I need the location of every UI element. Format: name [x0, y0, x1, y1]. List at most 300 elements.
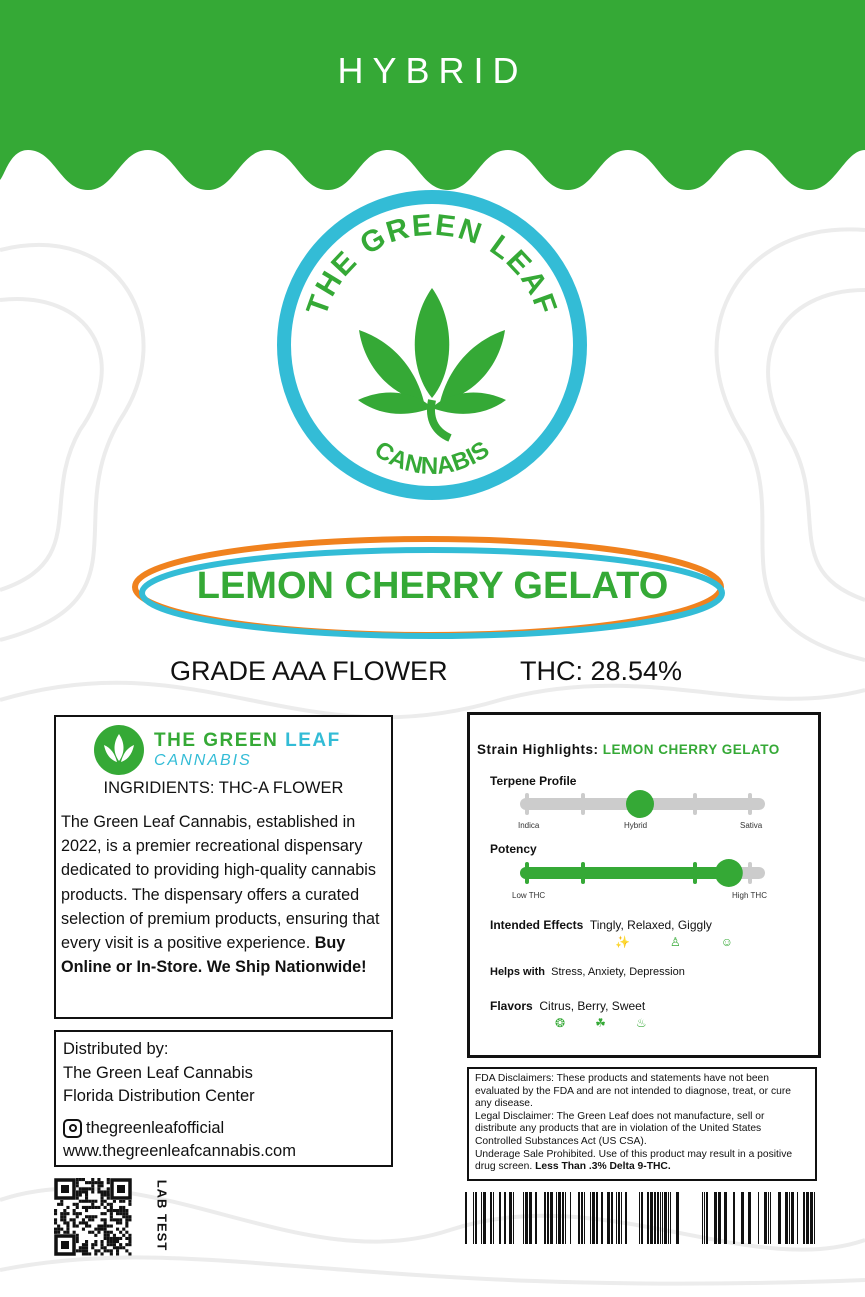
- qr-module: [82, 1228, 85, 1231]
- qr-module: [101, 1197, 104, 1200]
- qr-module: [94, 1243, 97, 1246]
- barcode-bar: [523, 1192, 524, 1244]
- qr-module: [94, 1181, 97, 1184]
- qr-module: [94, 1200, 97, 1203]
- barcode-bar: [544, 1192, 546, 1244]
- mini-logo: THE GREEN LEAF CANNABIS: [94, 725, 391, 775]
- barcode-bar: [764, 1192, 767, 1244]
- qr-module: [125, 1249, 128, 1252]
- qr-module: [101, 1200, 104, 1203]
- qr-module: [73, 1221, 76, 1224]
- barcode: [465, 1192, 818, 1244]
- qr-module: [101, 1203, 104, 1206]
- qr-module: [85, 1197, 88, 1200]
- barcode-bar: [797, 1192, 798, 1244]
- qr-module: [110, 1212, 113, 1215]
- qr-module: [97, 1231, 100, 1234]
- qr-module: [76, 1184, 79, 1187]
- barcode-bar: [647, 1192, 649, 1244]
- qr-module: [101, 1228, 104, 1231]
- qr-module: [122, 1206, 125, 1209]
- qr-module: [54, 1212, 57, 1215]
- qr-module: [88, 1200, 91, 1203]
- potency-slider: [515, 858, 770, 888]
- barcode-bar: [483, 1192, 486, 1244]
- qr-module: [97, 1181, 100, 1184]
- qr-module: [116, 1246, 119, 1249]
- qr-module: [101, 1184, 104, 1187]
- qr-module: [128, 1234, 131, 1237]
- barcode-bar: [702, 1192, 703, 1244]
- qr-module: [88, 1225, 91, 1228]
- qr-module: [101, 1181, 104, 1184]
- qr-module: [63, 1218, 66, 1221]
- effects-label: Intended Effects: [490, 918, 584, 932]
- highlights-strain: LEMON CHERRY GELATO: [602, 742, 780, 757]
- qr-module: [76, 1234, 79, 1237]
- qr-module: [82, 1178, 85, 1181]
- qr-module: [91, 1181, 94, 1184]
- qr-module: [116, 1221, 119, 1224]
- potency-high: High THC: [732, 891, 767, 900]
- qr-module: [91, 1206, 94, 1209]
- barcode-bar: [657, 1192, 659, 1244]
- qr-module: [113, 1218, 116, 1221]
- distribution-center: Florida Distribution Center: [63, 1087, 255, 1105]
- qr-module: [76, 1212, 79, 1215]
- barcode-bar: [475, 1192, 477, 1244]
- qr-module: [122, 1209, 125, 1212]
- barcode-bar: [565, 1192, 566, 1244]
- qr-module: [110, 1218, 113, 1221]
- qr-module: [76, 1203, 79, 1206]
- qr-module: [82, 1252, 85, 1255]
- qr-module: [73, 1203, 76, 1206]
- qr-module: [60, 1228, 63, 1231]
- qr-module: [60, 1218, 63, 1221]
- qr-module: [79, 1190, 82, 1193]
- barcode-bar: [607, 1192, 610, 1244]
- barcode-bar: [596, 1192, 598, 1244]
- qr-module: [66, 1206, 69, 1209]
- barcode-bar: [513, 1192, 514, 1244]
- qr-module: [85, 1187, 88, 1190]
- cupcake-icon: ♨: [635, 1016, 647, 1030]
- qr-module: [113, 1209, 116, 1212]
- qr-module: [116, 1212, 119, 1215]
- barcode-bar: [499, 1192, 501, 1244]
- qr-module: [60, 1203, 63, 1206]
- qr-module: [119, 1231, 122, 1234]
- qr-module: [107, 1190, 110, 1193]
- qr-module: [110, 1203, 113, 1206]
- barcode-bar: [650, 1192, 653, 1244]
- qr-module: [79, 1249, 82, 1252]
- flavors-label: Flavors: [490, 999, 533, 1013]
- qr-module: [97, 1187, 100, 1190]
- barcode-bar: [592, 1192, 595, 1244]
- qr-finder-center: [61, 1241, 69, 1249]
- barcode-bar: [570, 1192, 571, 1244]
- qr-module: [101, 1246, 104, 1249]
- qr-module: [94, 1252, 97, 1255]
- qr-module: [57, 1225, 60, 1228]
- flavors-value: Citrus, Berry, Sweet: [539, 999, 646, 1013]
- qr-module: [128, 1237, 131, 1240]
- qr-module: [73, 1225, 76, 1228]
- qr-module: [57, 1203, 60, 1206]
- qr-module: [119, 1237, 122, 1240]
- qr-module: [54, 1218, 57, 1221]
- barcode-bar: [814, 1192, 815, 1244]
- barcode-bar: [509, 1192, 512, 1244]
- barcode-bar: [558, 1192, 561, 1244]
- citrus-icon: ❂: [555, 1016, 566, 1030]
- slider-tick: [525, 862, 529, 884]
- qr-module: [97, 1184, 100, 1187]
- barcode-bar: [616, 1192, 617, 1244]
- qr-module: [79, 1194, 82, 1197]
- svg-text:CANNABIS: CANNABIS: [369, 436, 495, 480]
- qr-module: [63, 1221, 66, 1224]
- qr-module: [97, 1190, 100, 1193]
- sparkles-icon: ✨: [615, 935, 630, 949]
- qr-module: [73, 1209, 76, 1212]
- barcode-bar: [778, 1192, 781, 1244]
- thc-label: THC: 28.54%: [520, 656, 683, 686]
- slider-knob: [626, 790, 654, 818]
- qr-module: [88, 1206, 91, 1209]
- qr-module: [104, 1200, 107, 1203]
- qr-module: [76, 1197, 79, 1200]
- slider-tick: [525, 793, 529, 815]
- slider-knob: [715, 859, 743, 887]
- qr-module: [107, 1225, 110, 1228]
- strain-highlights-panel: [467, 712, 821, 1058]
- qr-module: [101, 1240, 104, 1243]
- barcode-bar: [581, 1192, 583, 1244]
- qr-module: [107, 1234, 110, 1237]
- barcode-bar: [493, 1192, 494, 1244]
- qr-module: [107, 1249, 110, 1252]
- qr-module: [76, 1206, 79, 1209]
- qr-module: [91, 1215, 94, 1218]
- info-panel: [54, 715, 393, 1019]
- terpene-hybrid: Hybrid: [624, 821, 648, 830]
- qr-module: [91, 1190, 94, 1193]
- barcode-bar: [718, 1192, 721, 1244]
- qr-module: [94, 1215, 97, 1218]
- svg-text:THE GREEN LEAF: THE GREEN LEAF: [300, 208, 564, 320]
- leaf-logo-icon: [94, 725, 144, 775]
- barcode-bar: [791, 1192, 794, 1244]
- qr-module: [76, 1240, 79, 1243]
- qr-module: [122, 1215, 125, 1218]
- barcode-bar: [664, 1192, 667, 1244]
- ingredients: INGRIDIENTS: THC-A FLOWER: [103, 779, 344, 797]
- slider-tick: [581, 793, 585, 815]
- qr-module: [107, 1178, 110, 1181]
- qr-module: [79, 1178, 82, 1181]
- qr-module: [128, 1215, 131, 1218]
- barcode-bar: [562, 1192, 564, 1244]
- qr-module: [116, 1252, 119, 1255]
- slider-tick: [748, 862, 752, 884]
- qr-module: [122, 1200, 125, 1203]
- barcode-bar: [504, 1192, 506, 1244]
- qr-module: [57, 1231, 60, 1234]
- barcode-bar: [733, 1192, 735, 1244]
- qr-module: [107, 1197, 110, 1200]
- barcode-bar: [618, 1192, 620, 1244]
- qr-module: [116, 1228, 119, 1231]
- qr-module: [63, 1215, 66, 1218]
- grade-label: GRADE AAA FLOWER: [170, 656, 448, 686]
- qr-module: [82, 1206, 85, 1209]
- barcode-bar: [550, 1192, 553, 1244]
- qr-module: [104, 1237, 107, 1240]
- qr-module: [110, 1215, 113, 1218]
- instagram-handle[interactable]: thegreenleafofficial: [63, 1117, 384, 1141]
- barcode-bar: [714, 1192, 717, 1244]
- barcode-bar: [529, 1192, 532, 1244]
- qr-module: [79, 1200, 82, 1203]
- qr-module: [94, 1228, 97, 1231]
- barcode-bar: [741, 1192, 744, 1244]
- qr-module: [73, 1218, 76, 1221]
- qr-module: [107, 1243, 110, 1246]
- qr-module: [63, 1209, 66, 1212]
- qr-module: [104, 1234, 107, 1237]
- helps-value: Stress, Anxiety, Depression: [551, 966, 685, 978]
- qr-module: [85, 1225, 88, 1228]
- qr-module: [91, 1231, 94, 1234]
- qr-module: [85, 1252, 88, 1255]
- barcode-bar: [706, 1192, 708, 1244]
- barcode-bar: [473, 1192, 474, 1244]
- qr-module: [97, 1178, 100, 1181]
- qr-module: [54, 1221, 57, 1224]
- underage-disclaimer: Underage Sale Prohibited. Use of this product may result in a positive drug screen. Less Than .3% Delta 9-THC.: [475, 1148, 793, 1173]
- barcode-bar: [611, 1192, 613, 1244]
- qr-module: [101, 1243, 104, 1246]
- terpene-indica: Indica: [518, 821, 540, 830]
- qr-module: [110, 1243, 113, 1246]
- qr-module: [91, 1243, 94, 1246]
- qr-module: [57, 1228, 60, 1231]
- disclaimer-panel: [467, 1067, 817, 1181]
- qr-module: [125, 1237, 128, 1240]
- qr-module: [76, 1215, 79, 1218]
- lab-test-qr-code[interactable]: [54, 1178, 132, 1256]
- barcode-bar: [670, 1192, 671, 1244]
- instagram-icon: [63, 1119, 82, 1138]
- slider-fill: [520, 867, 734, 879]
- barcode-bar: [535, 1192, 537, 1244]
- barcode-bar: [547, 1192, 549, 1244]
- qr-module: [60, 1215, 63, 1218]
- legal-disclaimer: Legal Disclaimer: The Green Leaf does not manufacture, sell or distribute any products that are in violation of the United States Controlled Substances Act (US CSA).: [475, 1110, 765, 1147]
- barcode-bar: [668, 1192, 669, 1244]
- qr-finder-center: [61, 1185, 69, 1193]
- qr-module: [110, 1225, 113, 1228]
- qr-module: [94, 1249, 97, 1252]
- qr-module: [107, 1209, 110, 1212]
- qr-module: [119, 1206, 122, 1209]
- qr-module: [107, 1194, 110, 1197]
- qr-module: [85, 1221, 88, 1224]
- qr-module: [82, 1221, 85, 1224]
- qr-module: [128, 1240, 131, 1243]
- qr-module: [91, 1200, 94, 1203]
- qr-module: [73, 1212, 76, 1215]
- qr-module: [85, 1209, 88, 1212]
- qr-module: [119, 1221, 122, 1224]
- qr-module: [125, 1215, 128, 1218]
- qr-module: [116, 1209, 119, 1212]
- qr-module: [60, 1212, 63, 1215]
- qr-module: [113, 1246, 116, 1249]
- barcode-bar: [806, 1192, 809, 1244]
- terpene-slider: [515, 789, 770, 819]
- highlights-title: Strain Highlights:: [477, 742, 599, 757]
- qr-module: [125, 1231, 128, 1234]
- qr-module: [88, 1181, 91, 1184]
- barcode-bar: [662, 1192, 663, 1244]
- qr-module: [122, 1246, 125, 1249]
- barcode-bar: [748, 1192, 751, 1244]
- qr-module: [113, 1234, 116, 1237]
- qr-module: [125, 1212, 128, 1215]
- qr-module: [113, 1200, 116, 1203]
- barcode-bar: [584, 1192, 585, 1244]
- qr-module: [101, 1212, 104, 1215]
- qr-module: [66, 1225, 69, 1228]
- terpene-sativa: Sativa: [740, 821, 763, 830]
- qr-module: [63, 1231, 66, 1234]
- barcode-bar: [676, 1192, 679, 1244]
- berry-icon: ☘: [595, 1016, 606, 1030]
- qr-module: [91, 1187, 94, 1190]
- qr-module: [110, 1209, 113, 1212]
- qr-module: [88, 1218, 91, 1221]
- qr-module: [122, 1234, 125, 1237]
- qr-module: [107, 1237, 110, 1240]
- barcode-bar: [770, 1192, 771, 1244]
- qr-module: [82, 1243, 85, 1246]
- qr-module: [70, 1218, 73, 1221]
- qr-module: [101, 1225, 104, 1228]
- qr-module: [63, 1212, 66, 1215]
- fda-disclaimer: FDA Disclaimers: These products and statements have not been evaluated by the FDA and are not intended to diagnose, treat, or cure any disease.: [475, 1073, 791, 1110]
- description: The Green Leaf Cannabis, established in 2022, is a premier recreational dispensary dedicated to providing high-quality cannabis products. The dispensary offers a curated selection of premium products, ensuring that every visit is a positive experience. Buy Online or In-Store. We Ship Nationwide!: [61, 813, 380, 977]
- qr-module: [107, 1181, 110, 1184]
- qr-module: [110, 1206, 113, 1209]
- slider-tick: [581, 862, 585, 884]
- qr-module: [107, 1203, 110, 1206]
- qr-module: [66, 1212, 69, 1215]
- qr-module: [119, 1200, 122, 1203]
- helps-label: Helps with: [490, 966, 546, 978]
- qr-module: [85, 1206, 88, 1209]
- qr-module: [54, 1228, 57, 1231]
- website-link[interactable]: www.thegreenleafcannabis.com: [63, 1142, 296, 1160]
- barcode-bar: [654, 1192, 656, 1244]
- qr-module: [107, 1231, 110, 1234]
- qr-module: [107, 1240, 110, 1243]
- qr-module: [88, 1252, 91, 1255]
- barcode-bar: [660, 1192, 661, 1244]
- barcode-bar: [768, 1192, 769, 1244]
- qr-module: [104, 1206, 107, 1209]
- qr-module: [82, 1218, 85, 1221]
- qr-module: [94, 1240, 97, 1243]
- qr-module: [128, 1252, 131, 1255]
- qr-module: [104, 1231, 107, 1234]
- qr-module: [85, 1240, 88, 1243]
- barcode-bar: [578, 1192, 580, 1244]
- qr-module: [128, 1200, 131, 1203]
- qr-module: [66, 1221, 69, 1224]
- qr-module: [125, 1221, 128, 1224]
- barcode-bar: [556, 1192, 557, 1244]
- company-name: The Green Leaf Cannabis: [63, 1063, 253, 1082]
- barcode-bar: [621, 1192, 622, 1244]
- lab-test-label: LAB TEST: [154, 1179, 170, 1252]
- barcode-bar: [625, 1192, 627, 1244]
- qr-module: [82, 1200, 85, 1203]
- qr-module: [125, 1209, 128, 1212]
- qr-module: [91, 1218, 94, 1221]
- qr-module: [104, 1221, 107, 1224]
- qr-module: [113, 1240, 116, 1243]
- qr-finder-center: [117, 1185, 125, 1193]
- qr-module: [97, 1206, 100, 1209]
- qr-module: [76, 1190, 79, 1193]
- qr-module: [116, 1237, 119, 1240]
- qr-module: [125, 1243, 128, 1246]
- qr-module: [85, 1243, 88, 1246]
- qr-module: [54, 1231, 57, 1234]
- qr-module: [91, 1246, 94, 1249]
- qr-module: [104, 1194, 107, 1197]
- potency-low: Low THC: [512, 891, 546, 900]
- laughing-face-icon: ☺: [720, 935, 733, 949]
- qr-module: [60, 1200, 63, 1203]
- qr-module: [110, 1237, 113, 1240]
- potency-label: Potency: [490, 842, 537, 856]
- qr-module: [79, 1187, 82, 1190]
- qr-module: [54, 1209, 57, 1212]
- qr-module: [85, 1249, 88, 1252]
- barcode-bar: [639, 1192, 640, 1244]
- qr-module: [113, 1237, 116, 1240]
- qr-module: [88, 1187, 91, 1190]
- qr-module: [104, 1212, 107, 1215]
- qr-module: [104, 1249, 107, 1252]
- barcode-bar: [465, 1192, 467, 1244]
- brand-logo: [284, 197, 580, 493]
- qr-module: [125, 1218, 128, 1221]
- terpene-label: Terpene Profile: [490, 774, 577, 788]
- barcode-bar: [724, 1192, 727, 1244]
- qr-module: [119, 1209, 122, 1212]
- qr-module: [85, 1190, 88, 1193]
- barcode-bar: [641, 1192, 643, 1244]
- qr-module: [101, 1194, 104, 1197]
- qr-module: [79, 1212, 82, 1215]
- product-name: LEMON CHERRY GELATO: [196, 565, 669, 607]
